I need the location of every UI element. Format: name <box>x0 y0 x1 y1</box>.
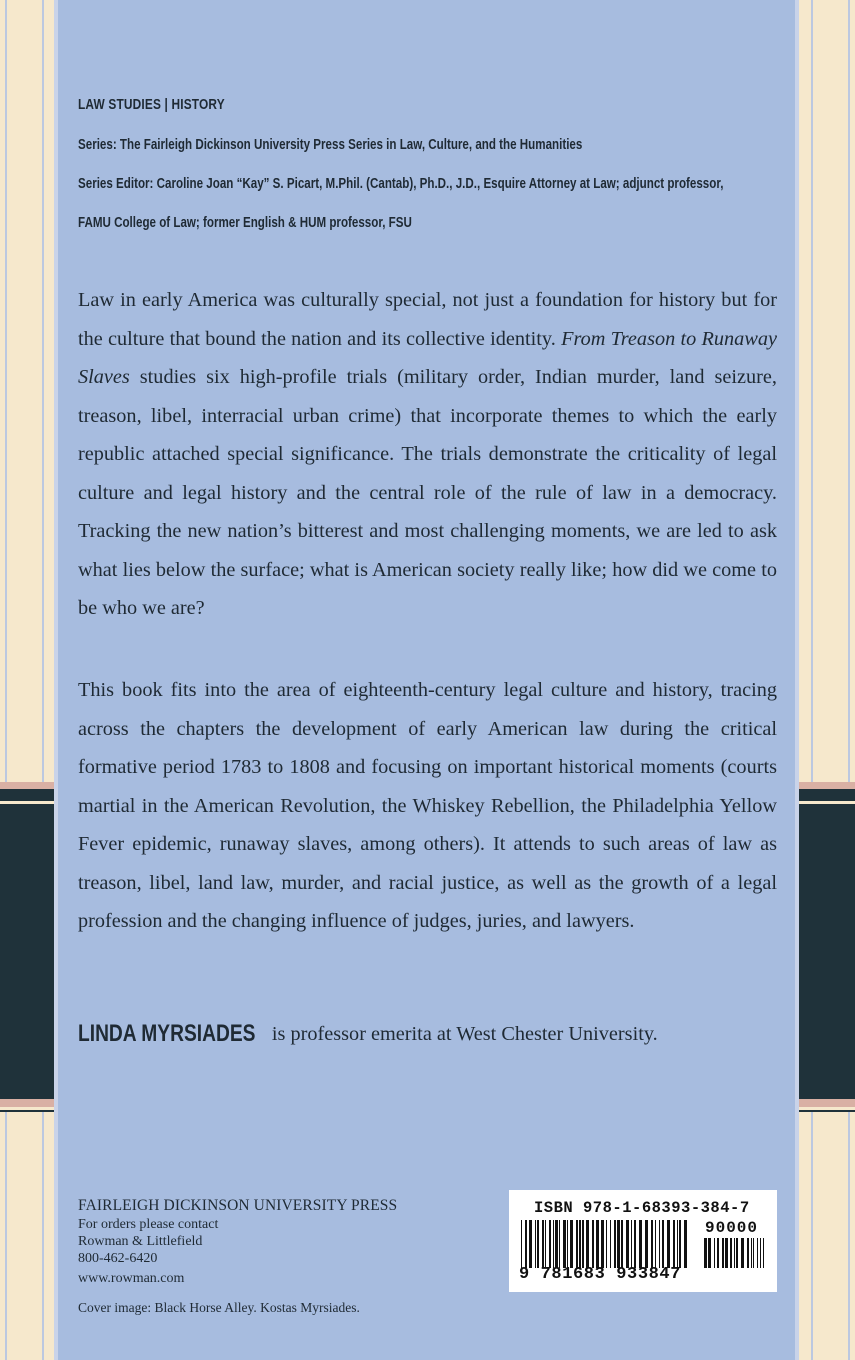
series-editor-line-1: Series Editor: Caroline Joan “Kay” S. Picart, M.Phil. (Cantab), Ph.D., J.D., Esquire Attorney at Law; adjunct professor, <box>78 176 724 192</box>
barcode-bar <box>570 1220 573 1268</box>
barcode-bar <box>722 1238 724 1268</box>
frame-line-left-inner <box>42 0 44 1360</box>
price-code: 90000 <box>705 1219 759 1237</box>
barcode-bar <box>535 1220 536 1268</box>
barcode-bar <box>717 1238 719 1268</box>
blurb-p2-text: This book fits into the area of eighteenth-century legal culture and history, tracing across the chapters the development of early American law during the critical formative period 1783 to 1808 and focusing on important historical moments (courts martial in the American Revolution, the Whiskey Rebellion, the Philadelphia Yellow Fever epidemic, runaway slaves, among others). It attends to such areas of law as treason, libel, land law, murder, and racial justice, as well as the growth of a legal profession and the changing influence of judges, juries, and lawyers. <box>78 679 777 932</box>
orders-note: For orders please contact <box>78 1217 219 1232</box>
frame-line-left-outer <box>5 0 7 1360</box>
barcode-bar <box>659 1220 660 1268</box>
barcode-bar <box>730 1238 732 1268</box>
barcode-bar <box>645 1220 648 1268</box>
barcode-bar <box>753 1238 754 1268</box>
barcode-bar <box>610 1220 611 1268</box>
barcode-bar <box>631 1220 632 1268</box>
barcode-bar <box>601 1220 604 1268</box>
barcode-bar <box>734 1238 735 1268</box>
category-label: LAW STUDIES | HISTORY <box>78 97 225 113</box>
panel-edge-right <box>795 0 799 1360</box>
barcode-bar <box>553 1220 554 1268</box>
barcode-bar <box>626 1220 629 1268</box>
barcode-bar <box>582 1220 584 1268</box>
barcode-bar <box>757 1238 758 1268</box>
barcode-bar <box>617 1220 620 1268</box>
author-bio <box>78 1020 777 1048</box>
barcode-bar <box>673 1220 675 1268</box>
barcode-bar <box>667 1220 670 1268</box>
barcode-bar <box>586 1220 589 1268</box>
barcode-bar <box>634 1220 636 1268</box>
barcode-bar <box>639 1220 642 1268</box>
barcode-bar <box>714 1238 715 1268</box>
barcode-bar <box>655 1220 656 1268</box>
distributor-name: Rowman & Littlefield <box>78 1234 203 1249</box>
author-bio-text: is professor emerita at West Chester University. <box>271 1023 658 1045</box>
barcode-bar <box>525 1220 527 1268</box>
distributor-phone: 800-462-6420 <box>78 1251 158 1266</box>
barcode-bar <box>677 1220 678 1268</box>
barcode-bar <box>614 1220 616 1268</box>
blurb-paragraph-2 <box>78 671 777 941</box>
isbn-number: ISBN 978-1-68393-384-7 <box>534 1199 750 1217</box>
barcode-bar <box>708 1238 711 1268</box>
panel-edge-left <box>54 0 58 1360</box>
barcode-bar <box>606 1220 607 1268</box>
barcode-bar <box>555 1220 558 1268</box>
barcode-bar <box>679 1220 681 1268</box>
blurb-p1-text-b: studies six high-profile trials (military order, Indian murder, land seizure, treason, libel, interracial urban crime) that incorporate themes to which the early republic attached special significance. The trials demonstrate the criticality of legal culture and legal history and the central role of the rule of law in a democracy. Tracking the new nation’s bitterest and most challenging moments, we are led to ask what lies below the surface; what is American society really like; how did we come to be who we are? <box>78 366 777 619</box>
barcode-bar <box>751 1238 752 1268</box>
book-title: From Treason to Runaway Slaves <box>78 327 777 388</box>
barcode-bar <box>763 1238 764 1268</box>
isbn-barcode <box>509 1190 777 1292</box>
barcode-bar <box>545 1220 546 1268</box>
cover-image-credit: Cover image: Black Horse Alley. Kostas Myrsiades. <box>78 1300 360 1315</box>
blurb-paragraph-1 <box>78 281 777 628</box>
barcode-bar <box>567 1220 568 1268</box>
barcode-bar <box>684 1220 687 1268</box>
distributor-website: www.rowman.com <box>78 1271 185 1286</box>
blurb-p1-text-a: Law in early America was culturally special, not just a foundation for history but for the culture that bound the nation and its collective identity. <box>78 289 777 350</box>
barcode-bar <box>537 1220 539 1268</box>
barcode-bar <box>760 1238 761 1268</box>
barcode-bar <box>549 1220 551 1268</box>
barcode-bar <box>747 1238 749 1268</box>
series-editor-line-2: FAMU College of Law; former English & HUM professor, FSU <box>78 215 412 231</box>
barcode-bar <box>704 1238 707 1268</box>
barcode-bar <box>579 1220 581 1268</box>
barcode-bar <box>596 1220 599 1268</box>
barcode-bar <box>563 1220 566 1268</box>
publisher-name: FAIRLEIGH DICKINSON UNIVERSITY PRESS <box>78 1197 398 1214</box>
barcode-bar <box>741 1238 744 1268</box>
frame-line-right-inner <box>811 0 813 1360</box>
author-name: LINDA MYRSIADES <box>78 1020 256 1047</box>
series-line: Series: The Fairleigh Dickinson University Press Series in Law, Culture, and the Humanities <box>78 137 583 153</box>
barcode-bar <box>576 1220 578 1268</box>
barcode-bar <box>736 1238 738 1268</box>
barcode-bar <box>725 1238 728 1268</box>
frame-line-right-outer <box>848 0 850 1360</box>
barcode-bar <box>651 1220 653 1268</box>
barcode-bar <box>592 1220 594 1268</box>
ean-digits: 9 781683 933847 <box>519 1265 682 1284</box>
barcode-bar <box>559 1220 560 1268</box>
barcode-bar <box>662 1220 664 1268</box>
barcode-bar <box>621 1220 623 1268</box>
barcode-bar <box>542 1220 544 1268</box>
barcode-bar <box>521 1220 522 1268</box>
barcode-bar <box>529 1220 532 1268</box>
